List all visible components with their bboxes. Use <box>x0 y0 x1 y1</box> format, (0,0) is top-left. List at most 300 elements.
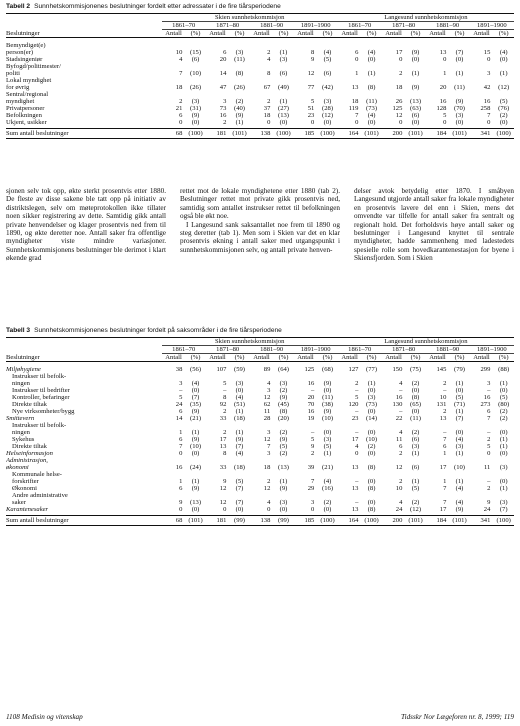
percent-cell: (73) <box>366 401 378 408</box>
empty-cell <box>470 77 494 84</box>
count-cell: 6 <box>487 408 491 415</box>
count-cell: 21 <box>175 105 183 112</box>
count-cell: 20 <box>219 56 227 63</box>
empty-cell <box>382 457 406 464</box>
sum-percent-cell: (101) <box>449 516 469 526</box>
count-cell: 8 <box>267 70 271 77</box>
count-cell: 67 <box>263 84 271 91</box>
percent-cell: (4) <box>235 450 244 457</box>
empty-cell <box>361 457 381 464</box>
empty-cell <box>361 492 381 499</box>
empty-cell <box>229 63 249 70</box>
empty-cell <box>449 492 469 499</box>
empty-cell <box>361 63 381 70</box>
count-cell: 9 <box>179 499 183 506</box>
percent-cell: (9) <box>279 485 288 492</box>
empty-cell <box>338 471 362 478</box>
count-cell: 9 <box>223 478 227 485</box>
count-cell: 12 <box>307 70 315 77</box>
count-cell: 26 <box>395 98 403 105</box>
percent-cell: (16) <box>322 485 334 492</box>
count-cell: 7 <box>267 443 271 450</box>
empty-cell <box>493 492 514 499</box>
percent-cell: (1) <box>367 70 376 77</box>
empty-cell <box>361 471 381 478</box>
percent-header: (%) <box>449 30 469 38</box>
percent-cell: (3) <box>499 464 508 471</box>
percent-cell: (7) <box>455 415 464 422</box>
body-text <box>6 187 514 263</box>
row-label: person(er) <box>6 49 34 56</box>
percent-cell: (9) <box>455 98 464 105</box>
percent-cell: (9) <box>191 436 200 443</box>
empty-cell <box>250 77 274 84</box>
percent-header: (%) <box>405 30 425 38</box>
table-row <box>6 394 514 401</box>
count-cell: – <box>355 429 359 436</box>
empty-cell <box>162 457 186 464</box>
sum-count-cell: 200 <box>382 516 406 526</box>
percent-cell: (63) <box>410 105 422 112</box>
count-cell: 1 <box>179 478 183 485</box>
percent-cell: (10) <box>454 464 466 471</box>
empty-cell <box>229 42 249 49</box>
row-label: Nye virksomheter/bygg <box>12 408 75 415</box>
table-row <box>6 422 514 429</box>
empty-cell <box>449 457 469 464</box>
period-header: 1881–90 <box>426 346 470 354</box>
empty-cell <box>338 422 362 429</box>
table-row <box>6 63 514 70</box>
count-cell: 8 <box>223 394 227 401</box>
empty-cell <box>317 471 337 478</box>
count-cell: 6 <box>399 443 403 450</box>
percent-cell: (71) <box>454 401 466 408</box>
percent-cell: (3) <box>499 499 508 506</box>
count-header: Antall <box>426 30 450 38</box>
empty-cell <box>229 77 249 84</box>
percent-cell: (2) <box>367 443 376 450</box>
percent-cell: (7) <box>191 394 200 401</box>
percent-cell: (5) <box>235 478 244 485</box>
percent-cell: (13) <box>410 98 422 105</box>
count-cell: 0 <box>487 450 491 457</box>
percent-cell: (1) <box>411 450 420 457</box>
empty-cell <box>317 373 337 380</box>
corner-cell <box>6 346 162 354</box>
period-header: 1861–70 <box>338 346 382 354</box>
count-cell: 92 <box>219 401 227 408</box>
row-label: Ukjent, usikker <box>6 119 47 126</box>
count-cell: 24 <box>483 506 491 513</box>
empty-cell <box>273 91 293 98</box>
percent-cell: (0) <box>411 119 420 126</box>
empty-cell <box>162 91 186 98</box>
percent-header: (%) <box>493 354 514 362</box>
table-row <box>6 91 514 98</box>
count-cell: 33 <box>219 415 227 422</box>
count-cell: 7 <box>179 70 183 77</box>
count-cell: 51 <box>307 105 315 112</box>
count-cell: 16 <box>395 394 403 401</box>
table-row <box>6 464 514 471</box>
empty-cell <box>162 422 186 429</box>
count-cell: 13 <box>351 84 359 91</box>
period-header: 1861–70 <box>162 346 206 354</box>
percent-cell: (11) <box>454 84 465 91</box>
percent-cell: (4) <box>323 478 332 485</box>
empty-cell <box>317 42 337 49</box>
percent-cell: (8) <box>367 84 376 91</box>
count-cell: 13 <box>439 415 447 422</box>
empty-cell <box>317 422 337 429</box>
count-cell: – <box>355 478 359 485</box>
empty-cell <box>162 77 186 84</box>
empty-cell <box>493 91 514 98</box>
empty-cell <box>250 42 274 49</box>
empty-cell <box>493 471 514 478</box>
sum-percent-cell: (101) <box>449 129 469 139</box>
percent-cell: (9) <box>191 485 200 492</box>
empty-cell <box>273 77 293 84</box>
count-cell: 16 <box>483 98 491 105</box>
count-cell: 5 <box>311 436 315 443</box>
count-cell: 0 <box>223 506 227 513</box>
empty-cell <box>361 422 381 429</box>
count-header: Antall <box>206 354 230 362</box>
percent-cell: (9) <box>235 112 244 119</box>
empty-cell <box>229 492 249 499</box>
percent-header: (%) <box>185 30 205 38</box>
percent-cell: (0) <box>323 429 332 436</box>
percent-cell: (27) <box>278 105 289 112</box>
count-cell: 16 <box>307 408 315 415</box>
empty-cell <box>338 77 362 84</box>
row-label: myndighet <box>6 98 35 105</box>
empty-cell <box>405 422 425 429</box>
row-label: Instrukser til befolk- <box>12 422 67 429</box>
percent-cell: (9) <box>191 112 200 119</box>
empty-cell <box>273 457 293 464</box>
count-cell: 29 <box>307 485 315 492</box>
count-cell: 2 <box>399 450 403 457</box>
row-label: politi <box>6 70 20 77</box>
count-cell: 6 <box>223 49 227 56</box>
count-cell: 17 <box>351 436 359 443</box>
count-cell: 8 <box>223 450 227 457</box>
percent-cell: (1) <box>367 380 376 387</box>
count-cell: – <box>311 387 315 394</box>
percent-cell: (11) <box>322 394 333 401</box>
percent-cell: (13) <box>278 464 289 471</box>
count-cell: 8 <box>311 49 315 56</box>
row-label: Stadsingeniør <box>6 56 43 63</box>
count-cell: – <box>355 499 359 506</box>
empty-cell <box>185 91 205 98</box>
row-label: Sykehus <box>12 436 35 443</box>
count-cell: 2 <box>399 70 403 77</box>
percent-header: (%) <box>449 354 469 362</box>
count-header: Antall <box>470 354 494 362</box>
percent-cell: (0) <box>455 119 464 126</box>
percent-cell: (9) <box>279 394 288 401</box>
period-header: 1861–70 <box>338 22 382 30</box>
percent-cell: (5) <box>323 443 332 450</box>
percent-cell: (12) <box>498 84 510 91</box>
table-row <box>6 492 514 499</box>
empty-cell <box>317 63 337 70</box>
percent-cell: (2) <box>411 499 420 506</box>
paragraph: I Langesund sank saksantallet noe frem til 1890 og steg deretter (tab 1). Men som i Skien var det en klar prosentvis økning i antall saker med utgangspunkt i sunnhetskommisjonen selv, og antall private henven- <box>180 220 340 254</box>
percent-cell: (7) <box>235 485 244 492</box>
percent-cell: (2) <box>411 380 420 387</box>
sum-count-cell: 68 <box>162 516 186 526</box>
empty-cell <box>449 77 469 84</box>
count-cell: 2 <box>487 436 491 443</box>
count-cell: 16 <box>483 394 491 401</box>
row-label: Kommunale helse- <box>12 471 62 478</box>
percent-cell: (75) <box>410 366 422 373</box>
count-cell: 3 <box>311 499 315 506</box>
percent-cell: (0) <box>499 56 508 63</box>
percent-cell: (0) <box>191 119 200 126</box>
count-cell: 273 <box>480 401 491 408</box>
empty-cell <box>338 492 362 499</box>
count-cell: 150 <box>392 366 403 373</box>
count-cell: – <box>355 408 359 415</box>
percent-cell: (0) <box>367 119 376 126</box>
table-row <box>6 443 514 450</box>
period-header: 1861–70 <box>162 22 206 30</box>
empty-cell <box>338 91 362 98</box>
empty-cell <box>206 471 230 478</box>
empty-cell <box>449 63 469 70</box>
count-cell: 5 <box>179 394 183 401</box>
empty-cell <box>294 77 318 84</box>
count-cell: – <box>443 429 447 436</box>
row-label: Kontroller, befaringer <box>12 394 70 401</box>
table-row <box>6 119 514 126</box>
percent-cell: (1) <box>279 98 288 105</box>
count-header: Antall <box>338 30 362 38</box>
empty-cell <box>405 77 425 84</box>
percent-cell: (3) <box>455 112 464 119</box>
sum-row <box>6 516 514 526</box>
percent-cell: (10) <box>366 436 378 443</box>
row-label: Lokal myndighet <box>6 77 52 84</box>
count-cell: 18 <box>263 464 271 471</box>
percent-cell: (0) <box>367 387 376 394</box>
percent-cell: (0) <box>411 387 420 394</box>
percent-cell: (3) <box>191 98 200 105</box>
percent-cell: (7) <box>235 499 244 506</box>
count-cell: 145 <box>436 366 447 373</box>
count-cell: 5 <box>487 443 491 450</box>
empty-cell <box>493 422 514 429</box>
percent-cell: (0) <box>411 56 420 63</box>
row-label: Direkte tiltak <box>12 443 47 450</box>
percent-cell: (5) <box>323 56 332 63</box>
count-header: Antall <box>206 30 230 38</box>
percent-cell: (13) <box>278 112 289 119</box>
empty-cell <box>294 471 318 478</box>
percent-cell: (0) <box>499 429 508 436</box>
row-label: Direkte tiltak <box>12 401 47 408</box>
count-cell: 0 <box>443 56 447 63</box>
percent-cell: (0) <box>191 450 200 457</box>
text-column-3 <box>354 187 514 263</box>
empty-cell <box>294 373 318 380</box>
sum-percent-cell: (99) <box>229 516 249 526</box>
empty-cell <box>162 471 186 478</box>
sum-count-cell: 181 <box>206 129 230 139</box>
count-cell: 4 <box>267 56 271 63</box>
percent-cell: (8) <box>279 408 288 415</box>
percent-cell: (0) <box>279 506 288 513</box>
empty-cell <box>273 373 293 380</box>
count-cell: 1 <box>443 450 447 457</box>
empty-cell <box>317 492 337 499</box>
count-cell: 89 <box>263 366 271 373</box>
paragraph: rettet mot de lokale myndighetene etter 1880 (tab 2). Beslutninger rettet mot private gikk prosentvis ned, samtidig som antallet instrukser rettet til befolkningen også ble økt noe. <box>180 187 340 221</box>
percent-header: (%) <box>493 30 514 38</box>
percent-cell: (88) <box>498 366 510 373</box>
empty-cell <box>185 373 205 380</box>
row-label: Andre administrative <box>12 492 68 499</box>
percent-cell: (9) <box>279 436 288 443</box>
count-cell: 6 <box>179 436 183 443</box>
empty-cell <box>449 373 469 380</box>
empty-cell <box>185 471 205 478</box>
percent-cell: (0) <box>279 119 288 126</box>
table-row <box>6 478 514 485</box>
percent-cell: (7) <box>455 49 464 56</box>
empty-cell <box>162 492 186 499</box>
percent-cell: (18) <box>234 464 246 471</box>
empty-cell <box>229 373 249 380</box>
empty-cell <box>317 91 337 98</box>
footer-journal-citation: Tidsskr Nor Lægeforen nr. 8, 1999; 119 <box>400 713 514 721</box>
count-cell: 119 <box>348 105 359 112</box>
count-cell: 11 <box>484 464 491 471</box>
count-cell: 12 <box>263 485 271 492</box>
count-cell: 4 <box>399 429 403 436</box>
row-label: Byfogd/politimester/ <box>6 63 61 70</box>
empty-cell <box>449 471 469 478</box>
count-cell: 0 <box>267 119 271 126</box>
empty-cell <box>294 42 318 49</box>
count-cell: – <box>399 387 403 394</box>
empty-cell <box>470 42 494 49</box>
percent-cell: (20) <box>278 415 289 422</box>
count-cell: 13 <box>219 443 227 450</box>
percent-cell: (9) <box>411 84 420 91</box>
count-cell: 0 <box>311 119 315 126</box>
empty-cell <box>470 422 494 429</box>
empty-cell <box>185 77 205 84</box>
percent-cell: (1) <box>499 485 508 492</box>
count-cell: 131 <box>436 401 447 408</box>
empty-cell <box>185 42 205 49</box>
count-cell: 2 <box>267 98 271 105</box>
group-header: Skien sunnhetskommisjon <box>162 14 338 22</box>
empty-cell <box>250 492 274 499</box>
corner-cell <box>6 338 162 346</box>
table-row <box>6 450 514 457</box>
count-cell: 6 <box>443 443 447 450</box>
percent-cell: (8) <box>411 394 420 401</box>
count-cell: 4 <box>267 380 271 387</box>
empty-cell <box>250 471 274 478</box>
column-header-row <box>6 354 514 362</box>
empty-cell <box>317 457 337 464</box>
count-cell: 0 <box>399 119 403 126</box>
empty-cell <box>493 457 514 464</box>
empty-cell <box>493 63 514 70</box>
count-cell: 4 <box>399 499 403 506</box>
count-cell: 10 <box>175 49 183 56</box>
count-cell: 0 <box>399 56 403 63</box>
count-cell: 7 <box>487 415 491 422</box>
count-cell: 16 <box>219 112 227 119</box>
percent-cell: (3) <box>279 499 288 506</box>
percent-cell: (77) <box>366 366 378 373</box>
count-cell: 0 <box>267 506 271 513</box>
percent-cell: (3) <box>235 380 244 387</box>
percent-cell: (13) <box>190 499 202 506</box>
empty-cell <box>206 373 230 380</box>
table-2-caption: Tabell 2 Sunnhetskommisjonenes beslutninger fordelt etter adressater i de fire tiårsperiodene <box>6 3 281 10</box>
percent-cell: (2) <box>279 387 288 394</box>
percent-cell: (3) <box>323 436 332 443</box>
empty-cell <box>206 457 230 464</box>
count-cell: 12 <box>263 436 271 443</box>
percent-cell: (15) <box>190 49 202 56</box>
corner-cell <box>6 22 162 30</box>
sum-percent-cell: (101) <box>229 129 249 139</box>
percent-cell: (6) <box>191 56 200 63</box>
empty-cell <box>206 42 230 49</box>
period-header: 1881–90 <box>426 22 470 30</box>
percent-cell: (0) <box>323 387 332 394</box>
percent-cell: (4) <box>235 394 244 401</box>
count-cell: 0 <box>443 119 447 126</box>
percent-cell: (8) <box>367 506 376 513</box>
percent-cell: (45) <box>278 401 289 408</box>
percent-cell: (6) <box>411 464 420 471</box>
count-cell: 18 <box>263 112 271 119</box>
count-cell: 14 <box>175 415 183 422</box>
empty-cell <box>229 422 249 429</box>
percent-header: (%) <box>317 354 337 362</box>
percent-cell: (6) <box>411 112 420 119</box>
count-cell: 12 <box>395 464 403 471</box>
percent-cell: (49) <box>278 84 289 91</box>
count-cell: 77 <box>307 84 315 91</box>
group-header-row <box>6 338 514 346</box>
count-cell: 14 <box>219 70 227 77</box>
count-cell: 7 <box>443 436 447 443</box>
percent-cell: (2) <box>411 429 420 436</box>
count-cell: 47 <box>219 84 227 91</box>
percent-cell: (5) <box>455 394 464 401</box>
sum-count-cell: 138 <box>250 516 274 526</box>
percent-cell: (3) <box>279 380 288 387</box>
percent-cell: (12) <box>410 506 422 513</box>
paragraph: delser avtok betydelig etter 1870. I småbyen Langesund utgjorde antall saker fra lokale myndigheter en prosentvis lavere del enn i Skien, mens det omvendte var tilfelle for antall saker fra sentralt og regionalt hold. Det forholdsvis høye antall saker og beslutninger i Langesund knyttet til sentrale myndigheter, hadde sammenheng med ladestedets spesielle rolle som hovedkarantenestasjon for byene i Skiensfjorden. Som i Skien <box>354 187 514 263</box>
percent-cell: (1) <box>455 70 464 77</box>
percent-header: (%) <box>361 30 381 38</box>
